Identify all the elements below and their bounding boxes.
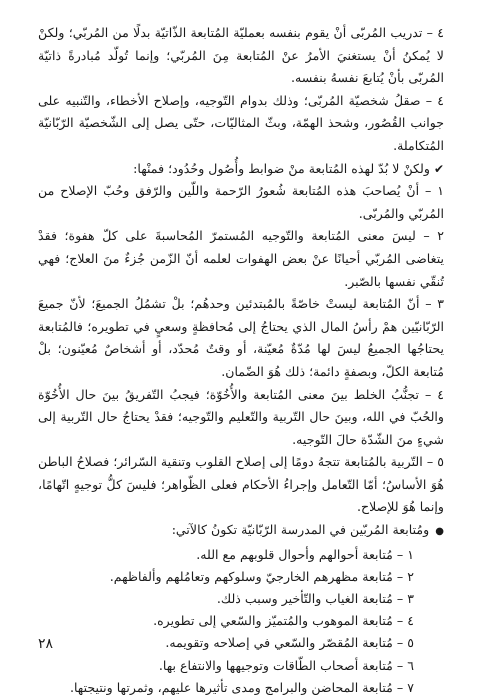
paragraph-rule-2: ٢ – ليسَ معنى المُتابعة والتّوجيه المُستمرّ المُحاسبةَ على كلّ هفوة؛ فقدْ يتغاضى المُربّي أحيانًا عنْ بعض الهفوات لعلمه أنّ الزّمن جُزءٌ منَ العلاج؛ فهي تُنقّي نفسها بالصّبر.	[38, 228, 444, 289]
paragraph-rule-4: ٤ – تجنُّبُ الخلط بينَ معنى المُتابعة والأُخُوّة؛ فيجبُ التّفريقُ بينَ حال الأُخُوّة والحُبّ في الله، وبينَ حال التّربية والتّعليم والتّوجيه؛ فقدْ يحتاجُ حال التّربية إلى شيءٍ منَ الشّدّة حالَ التّوجيه.	[38, 386, 444, 447]
list-item: ٤ – مُتابعة الموهوب والمُتميّز والسّعي إلى تطويره.	[153, 613, 414, 629]
rules-intro-text: ولكنْ لا بُدّ لهذه المُتابعة منْ ضوابط وأُصُول وحُدُود؛ فمنْها:	[133, 160, 430, 176]
paragraph-rule-1: ١ – أنْ يُصاحبَ هذه المُتابعة شُعورُ الرّحمة واللّين والرّفق وحُبّ الإصلاح من المُربّي والمُربّى.	[38, 183, 444, 221]
rules-intro	[38, 158, 444, 181]
paragraph-2: ٤ – صقلُ شخصيّة المُربّى؛ وذلك بدوام التّوجيه، وإصلاح الأخطاء، والتّنبيه على جوانب القُصُور، وشحذ الهمّة، وبثّ المثاليّات، حتّى يصل إلى الشّخصيّة الرّبّانيّة المُتكاملة.	[38, 92, 444, 153]
list-item: ٦ – مُتابعة أصحاب الطّاقات وتوجيهها والانتفاع بها.	[158, 657, 414, 673]
list-item: ١ – مُتابعة أحوالهم وأحوال قلوبهم مع الله.	[196, 546, 414, 562]
paragraph-1: ٤ – تدريب المُربّى أنْ يقوم بنفسه بعمليّة المُتابعة الذّاتيّة بدلًا من المُربّي؛ ولكنْ لا يُمكنُ أنْ يستغنيَ الأمرُ عنْ المُتابعة مِنَ المُربّي؛ وإنما تُولّد مُبادرةً ذاتيّة المُربّى بأنْ يُتابعَ نفسهُ بنفسه.	[38, 25, 444, 86]
list-intro	[38, 519, 444, 544]
checkmark-icon: ✔	[433, 161, 444, 176]
follow-up-list	[38, 544, 444, 699]
list-intro-text: ومُتابعة المُربّين في المدرسة الرّبّانيّة تكونُ كالآتي:	[171, 522, 430, 538]
page-content	[38, 22, 444, 699]
list-item: ٢ – مُتابعة مظهرهم الخارجيّ وسلوكهم وتعامُلهم وألفاظهم.	[109, 568, 414, 584]
list-item: ٣ – مُتابعة الغياب والتّأخير وسبب ذلك.	[216, 591, 414, 607]
paragraph-rule-3: ٣ – أنّ المُتابعة ليستْ خاصّةً بالمُبتدئين وحدهُم؛ بلْ تشمُلُ الجميعَ؛ لأنّ جميعَ الرّبّانيّين همْ رأسُ المال الذي يحتاجُ إلى مُحافظةٍ وسعيٍ في تطويره؛ فالمُتابعة يحتاجُها الجميعُ ليسَ لها مُدّةٌ مُعيّنة، أو وقتٌ مُحدّد، أو أشخاصٌ مُعيّنون؛ بلْ مُتابعة الكلّ، وبصفةٍ دائمة؛ ذلك هُوَ الضّمان.	[38, 296, 444, 379]
page-number: ٢٨	[38, 636, 54, 652]
paragraph-rule-5: ٥ – التّربية بالمُتابعة تتجهُ دومًا إلى إصلاح القلوب وتنقية السّرائر؛ فصلاحُ الباطن هُوَ الأساسُ؛ أمّا التّعامل وإجراءُ الأحكام فعلى الظّواهر؛ فليسَ كلُّ توجيهٍ اتّهامًا، وإنما هُوَ للإصلاح.	[38, 454, 444, 515]
list-item: ٥ – مُتابعة المُقصّر والسّعي في إصلاحه وتقويمه.	[165, 635, 414, 651]
list-item: ٧ – مُتابعة المحاضن والبرامج ومدى تأثيرها عليهم، وثمرتها ونتيجتها.	[69, 679, 414, 695]
bullet-icon: ●	[435, 526, 444, 538]
